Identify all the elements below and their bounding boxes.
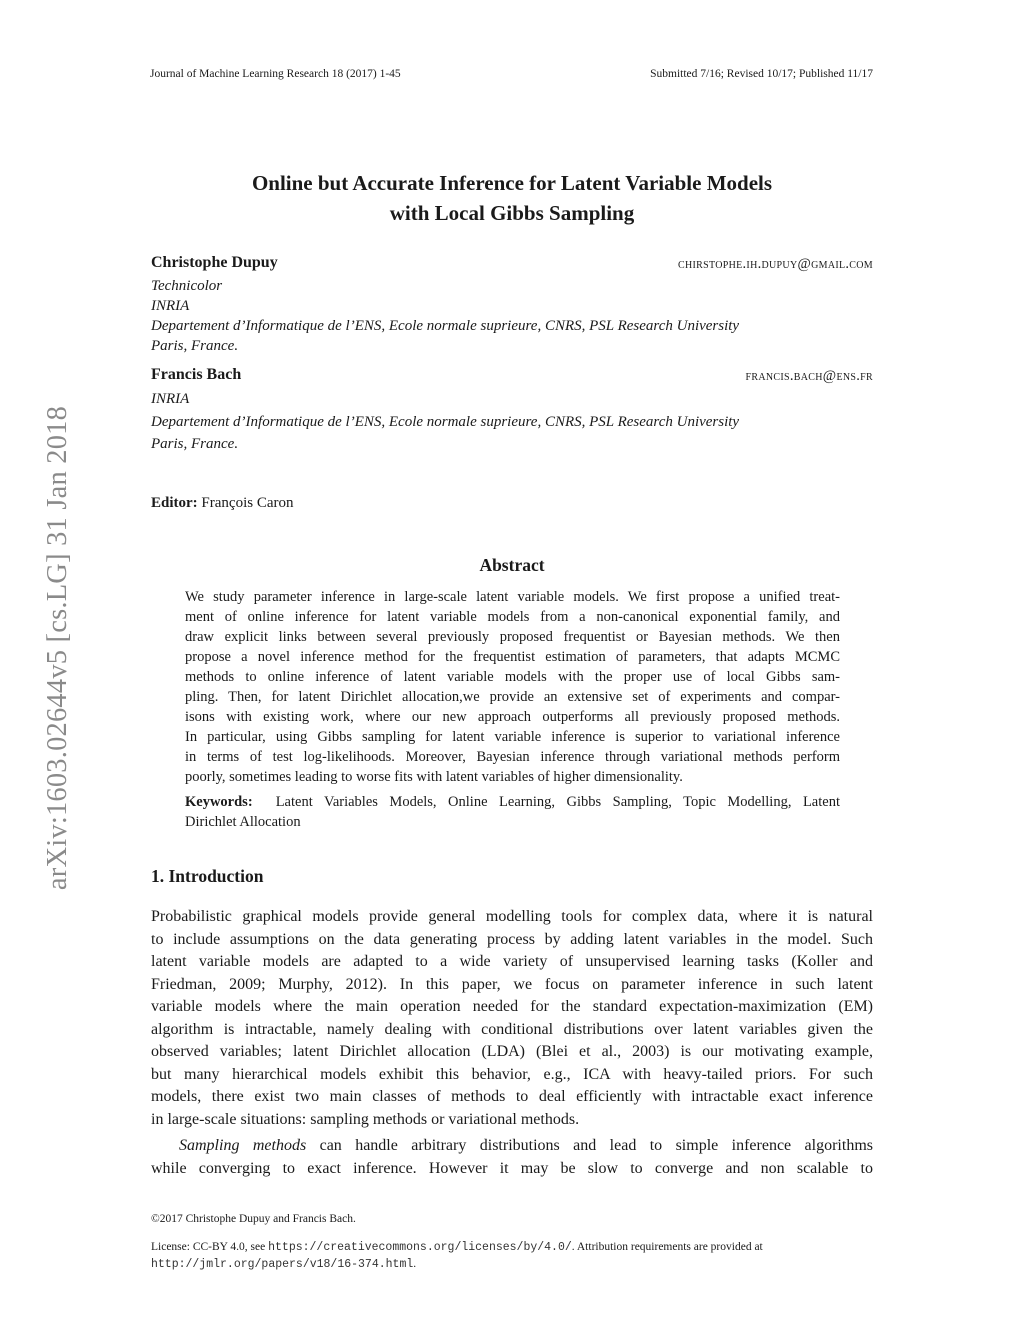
- body-line: [151, 1135, 873, 1158]
- body-line: Friedman, 2009; Murphy, 2012). In this paper, we focus on parameter inference in such latent: [151, 975, 873, 993]
- paper-title: [0, 168, 1024, 228]
- author-affiliation: Departement d’Informatique de l’ENS, Ecole normale suprieure, CNRS, PSL Research University: [151, 413, 740, 430]
- author-block: [151, 366, 873, 456]
- author-affiliation: Departement d’Informatique de l’ENS, Ecole normale suprieure, CNRS, PSL Research University: [151, 318, 740, 334]
- license-notice: [151, 1239, 873, 1273]
- editor-name: François Caron: [201, 495, 294, 511]
- running-head-journal: Journal of Machine Learning Research 18 (2017) 1-45: [150, 68, 401, 80]
- abstract-heading: Abstract: [479, 555, 545, 575]
- abstract-line: poorly, sometimes leading to worse fits with latent variables of higher dimensionality.: [185, 769, 683, 785]
- license-text: .: [413, 1258, 417, 1270]
- body-line: variable models where the main operation needed for the standard expectation-maximization (EM): [151, 998, 873, 1015]
- abstract-line: draw explicit links between several previously proposed frequentist or Bayesian methods. We then: [185, 629, 840, 645]
- license-text: License: CC-BY 4.0, see: [151, 1241, 269, 1253]
- body-line: latent variable models are adapted to a wide variety of unsupervised learning tasks (Koller and: [151, 953, 873, 970]
- abstract-body: [185, 587, 840, 787]
- body-text-fragment: can handle arbitrary distributions and lead to simple inference algorithms: [306, 1137, 873, 1154]
- author-email[interactable]: chirstophe.ih.dupuy@gmail.com: [678, 256, 873, 272]
- keywords-text: Dirichlet Allocation: [185, 814, 301, 830]
- attribution-link[interactable]: http://jmlr.org/papers/v18/16-374.html: [151, 1258, 414, 1271]
- abstract-line: pling. Then, for latent Dirichlet allocation,we provide an extensive set of experiments and compar-: [185, 689, 840, 705]
- author-name: Francis Bach: [151, 366, 242, 383]
- author-name: Christophe Dupuy: [151, 254, 278, 271]
- editor-line: [151, 495, 294, 512]
- abstract-line: We study parameter inference in large-scale latent variable models. We first propose a unified treat-: [185, 589, 840, 605]
- abstract-line: in terms of test log-likelihoods. Moreover, Bayesian inference through variational methods perform: [185, 749, 840, 765]
- body-line: but many hierarchical models exhibit this behavior, e.g., ICA with heavy-tailed priors. For such: [151, 1065, 873, 1083]
- abstract-line: methods to online inference of latent variable models with the proper use of local Gibbs sam-: [185, 669, 840, 685]
- author-affiliation: Technicolor: [151, 278, 223, 294]
- abstract-line: propose a novel inference method for the frequentist estimation of parameters, that adapts MCMC: [185, 649, 840, 665]
- keywords-label: Keywords:: [185, 794, 253, 810]
- author-affiliation: Paris, France.: [151, 338, 239, 354]
- emphasis-term: Sampling methods: [179, 1137, 307, 1154]
- body-line: observed variables; latent Dirichlet allocation (LDA) (Blei et al., 2003) is our motivating example,: [151, 1043, 873, 1060]
- body-line: algorithm is intractable, namely dealing with conditional distributions over latent variables given the: [151, 1020, 873, 1038]
- author-affiliation: INRIA: [151, 298, 190, 314]
- keywords-text: Latent Variables Models, Online Learning, Gibbs Sampling, Topic Modelling, Latent: [275, 794, 840, 810]
- section-heading: 1. Introduction: [151, 866, 264, 886]
- body-line: models, there exist two main classes of methods to deal efficiently with intractable exact inference: [151, 1088, 873, 1105]
- body-line: in large-scale situations: sampling methods or variational methods.: [151, 1110, 580, 1128]
- editor-label: Editor:: [151, 495, 198, 511]
- body-line: to include assumptions on the data generating process by adding latent variables in the model. Such: [151, 930, 873, 948]
- arxiv-stamp: arXiv:1603.02644v5 [cs.LG] 31 Jan 2018: [42, 405, 73, 891]
- abstract-line: In particular, using Gibbs sampling for latent variable inference is superior to variational inference: [185, 729, 840, 745]
- body-line: Probabilistic graphical models provide general modelling tools for complex data, where it is natural: [151, 908, 873, 925]
- keywords: [185, 792, 840, 832]
- license-text: . Attribution requirements are provided at: [571, 1241, 763, 1253]
- running-head-dates: Submitted 7/16; Revised 10/17; Published 11/17: [650, 68, 873, 80]
- author-block: [151, 254, 873, 356]
- abstract-line: ment of online inference for latent variable models from a non-canonical exponential family, and: [185, 609, 840, 625]
- license-link[interactable]: https://creativecommons.org/licenses/by/4.0/: [268, 1241, 572, 1254]
- copyright-notice: ©2017 Christophe Dupuy and Francis Bach.: [151, 1213, 356, 1225]
- author-email[interactable]: francis.bach@ens.fr: [745, 368, 873, 384]
- abstract-line: isons with existing work, where our new approach outperforms all previously proposed methods.: [185, 709, 840, 725]
- introduction-body: [151, 906, 873, 1180]
- body-line: while converging to exact inference. However it may be slow to converge and non scalable to: [151, 1159, 873, 1177]
- author-affiliation: Paris, France.: [151, 436, 239, 452]
- title-line-2: with Local Gibbs Sampling: [389, 201, 635, 225]
- title-line-1: Online but Accurate Inference for Latent Variable Models: [251, 171, 773, 195]
- author-affiliation: INRIA: [151, 391, 190, 407]
